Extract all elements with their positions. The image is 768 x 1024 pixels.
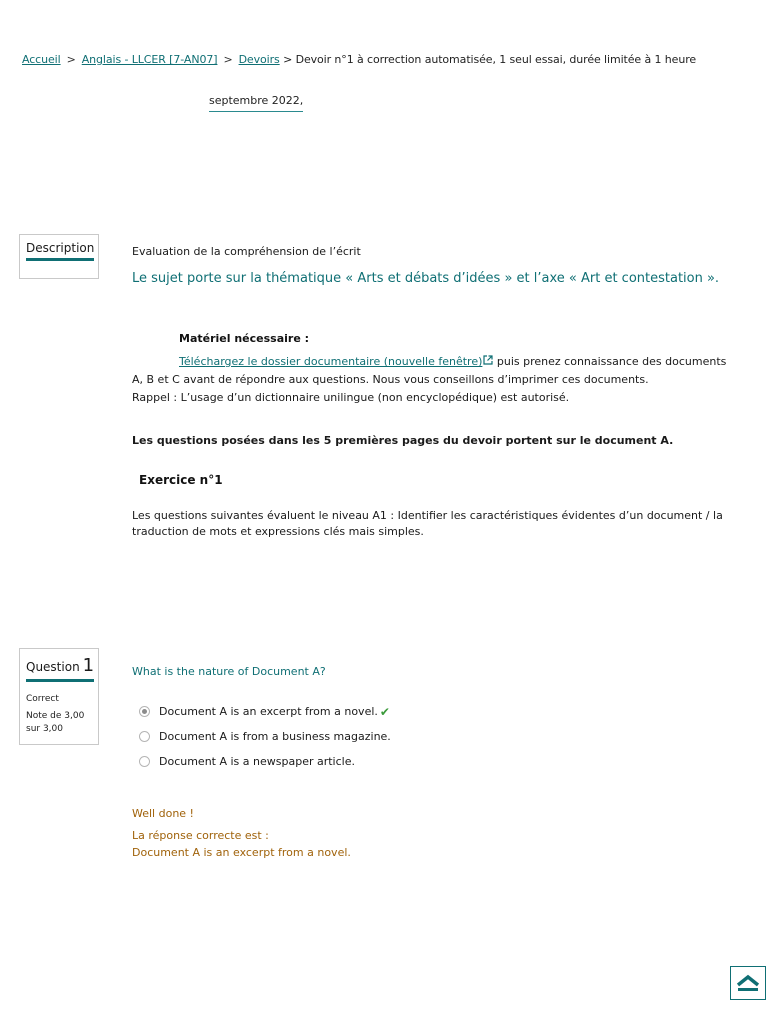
answer-option[interactable] — [139, 724, 391, 749]
materiel-title: Matériel nécessaire : — [179, 332, 310, 345]
description-info-box — [19, 234, 99, 279]
breadcrumb-course-link[interactable]: Anglais - LLCER [7-AN07] — [81, 53, 218, 66]
chevron-up-icon — [736, 974, 760, 992]
question-state: Correct — [26, 694, 59, 704]
answer-option-label: Document A is an excerpt from a novel. — [159, 705, 378, 718]
download-rest-text: puis prenez connaissance des documents A, B et C avant de répondre aux questions. Nous vous conseillons d’imprimer ces documents. — [132, 355, 727, 386]
correct-answer-intro: La réponse correcte est : — [132, 829, 269, 842]
description-heading: Evaluation de la compréhension de l’écrit — [132, 245, 361, 258]
question-number: 1 — [82, 655, 95, 676]
breadcrumb-current: > Devoir n°1 à correction automatisée, 1 seul essai, durée limitée à 1 heure — [283, 53, 697, 66]
exercice-title: Exercice n°1 — [139, 473, 223, 487]
breadcrumb — [22, 53, 696, 66]
breadcrumb-separator: > — [223, 53, 233, 66]
answer-options — [139, 699, 391, 774]
correct-answer-text: Document A is an excerpt from a novel. — [132, 846, 351, 859]
download-dossier-link[interactable] — [179, 355, 482, 368]
answer-option-label: Document A is from a business magazine. — [159, 730, 391, 743]
breadcrumb-home-link[interactable]: Accueil — [22, 53, 61, 66]
description-label: Description — [26, 241, 94, 261]
question-info-box — [19, 648, 99, 745]
radio-button[interactable] — [139, 756, 150, 767]
niveau-text: Les questions suivantes évaluent le niveau A1 : Identifier les caractéristiques évidentes d’un document / la traduction de mots et expressions clés mais simples. — [132, 509, 723, 538]
answer-option-label: Document A is a newspaper article. — [159, 755, 355, 768]
download-paragraph — [132, 353, 732, 388]
back-to-top-button[interactable] — [730, 966, 766, 1000]
download-link-text: Téléchargez le dossier documentaire (nouvelle fenêtre) — [179, 355, 483, 368]
questions-note: Les questions posées dans les 5 premières pages du devoir portent sur le document A. — [132, 434, 674, 447]
external-link-icon — [483, 354, 493, 371]
rappel-text: Rappel : L’usage d’un dictionnaire unilingue (non encyclopédique) est autorisé. — [132, 391, 570, 404]
feedback-text: Well done ! — [132, 807, 194, 820]
question-label-text: Question — [26, 660, 80, 674]
radio-button-selected[interactable] — [139, 706, 150, 717]
question-text: What is the nature of Document A? — [132, 665, 326, 678]
description-theme: Le sujet porte sur la thématique « Arts et débats d’idées » et l’axe « Art et contestation ». — [132, 271, 720, 286]
radio-button[interactable] — [139, 731, 150, 742]
breadcrumb-devoirs-link[interactable]: Devoirs — [238, 53, 280, 66]
answer-option[interactable] — [139, 699, 391, 724]
question-label — [26, 655, 94, 682]
breadcrumb-separator: > — [66, 53, 76, 66]
answer-option[interactable] — [139, 749, 391, 774]
checkmark-icon: ✔ — [379, 704, 390, 719]
date-fragment: septembre 2022, — [209, 92, 303, 112]
question-grade: Note de 3,00 sur 3,00 — [26, 711, 85, 734]
